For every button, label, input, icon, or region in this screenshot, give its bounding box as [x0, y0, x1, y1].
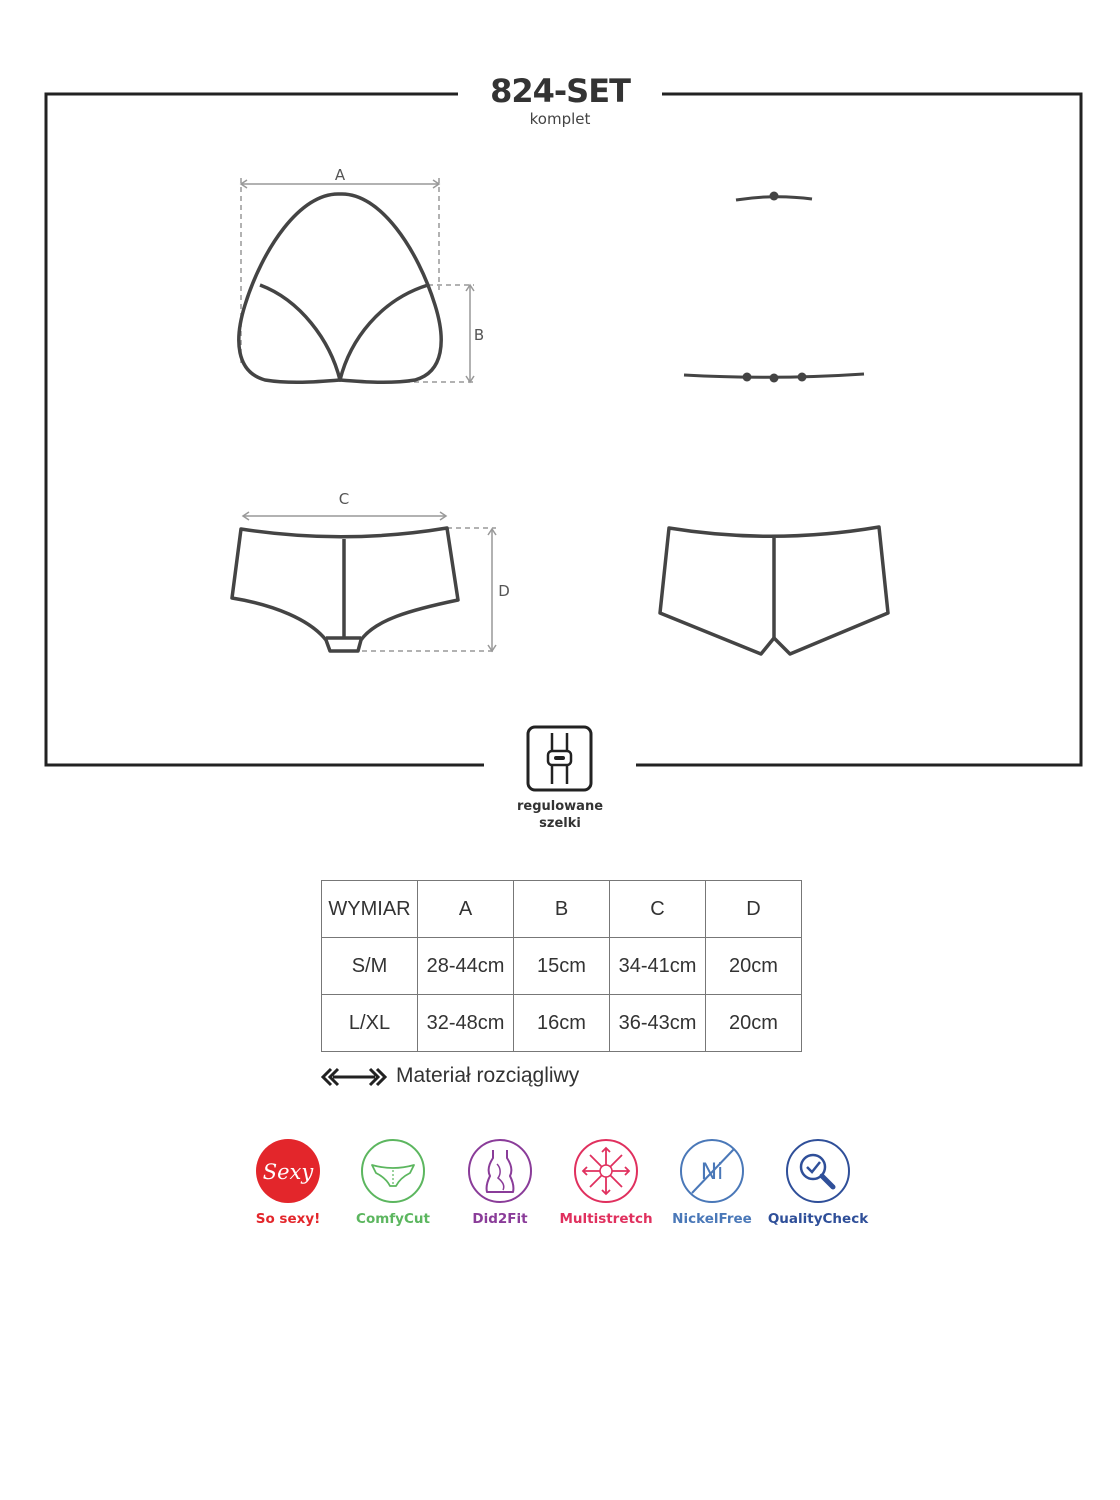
- sexy-icon: [255, 1138, 321, 1204]
- table-header-row: [322, 881, 802, 938]
- table-cell: 36-43cm: [610, 995, 706, 1052]
- feature-label-line1: regulowane: [516, 799, 604, 814]
- feature-label: [460, 798, 660, 832]
- hook-dots: [743, 192, 807, 383]
- table-cell: 15cm: [514, 938, 610, 995]
- bra-back-drawing: [684, 197, 864, 378]
- badge-label-qualitycheck: QualityCheck: [767, 1211, 869, 1227]
- badge-label-so-sexy: So sexy!: [255, 1211, 321, 1227]
- size-table: [321, 880, 802, 1052]
- frame: [46, 94, 1081, 765]
- adjustable-strap-icon: [528, 727, 591, 790]
- table-cell: 20cm: [706, 995, 802, 1052]
- svg-text:Sexy: Sexy: [262, 1160, 314, 1184]
- table-cell: 16cm: [514, 995, 610, 1052]
- table-row: [322, 995, 802, 1052]
- dimension-label-d: D: [498, 582, 510, 600]
- comfycut-icon: [360, 1138, 426, 1204]
- did2fit-icon: [467, 1138, 533, 1204]
- panties-front-drawing: [232, 512, 496, 651]
- table-row: [322, 938, 802, 995]
- dimension-label-a: A: [334, 166, 346, 184]
- badge-label-comfycut: ComfyCut: [356, 1211, 430, 1227]
- nickelfree-icon: [679, 1138, 745, 1204]
- badge-label-nickelfree: NickelFree: [672, 1211, 752, 1227]
- svg-text:Ni: Ni: [700, 1160, 724, 1185]
- table-cell: 28-44cm: [418, 938, 514, 995]
- legend-text: Materiał rozciągliwy: [396, 1064, 580, 1087]
- bra-front-drawing: [239, 178, 474, 382]
- table-cell: 32-48cm: [418, 995, 514, 1052]
- badge-label-did2fit: Did2Fit: [472, 1211, 528, 1227]
- multistretch-icon: [573, 1138, 639, 1204]
- table-header-cell: D: [706, 881, 802, 938]
- feature-label-line2: szelki: [539, 816, 581, 831]
- page-title: 824-SET: [490, 72, 630, 110]
- stretch-arrow-icon: [321, 1066, 387, 1088]
- page-subtitle: komplet: [529, 110, 591, 128]
- table-header-cell: C: [610, 881, 706, 938]
- dimension-label-c: C: [338, 490, 350, 508]
- qualitycheck-icon: [785, 1138, 851, 1204]
- table-header-cell: B: [514, 881, 610, 938]
- table-cell: 20cm: [706, 938, 802, 995]
- table-header-cell: A: [418, 881, 514, 938]
- table-cell: S/M: [322, 938, 418, 995]
- badge-label-multistretch: Multistretch: [559, 1211, 653, 1227]
- panties-back-drawing: [660, 527, 888, 654]
- dimension-label-b: B: [473, 326, 485, 344]
- table-cell: 34-41cm: [610, 938, 706, 995]
- table-header-cell: WYMIAR: [322, 881, 418, 938]
- table-cell: L/XL: [322, 995, 418, 1052]
